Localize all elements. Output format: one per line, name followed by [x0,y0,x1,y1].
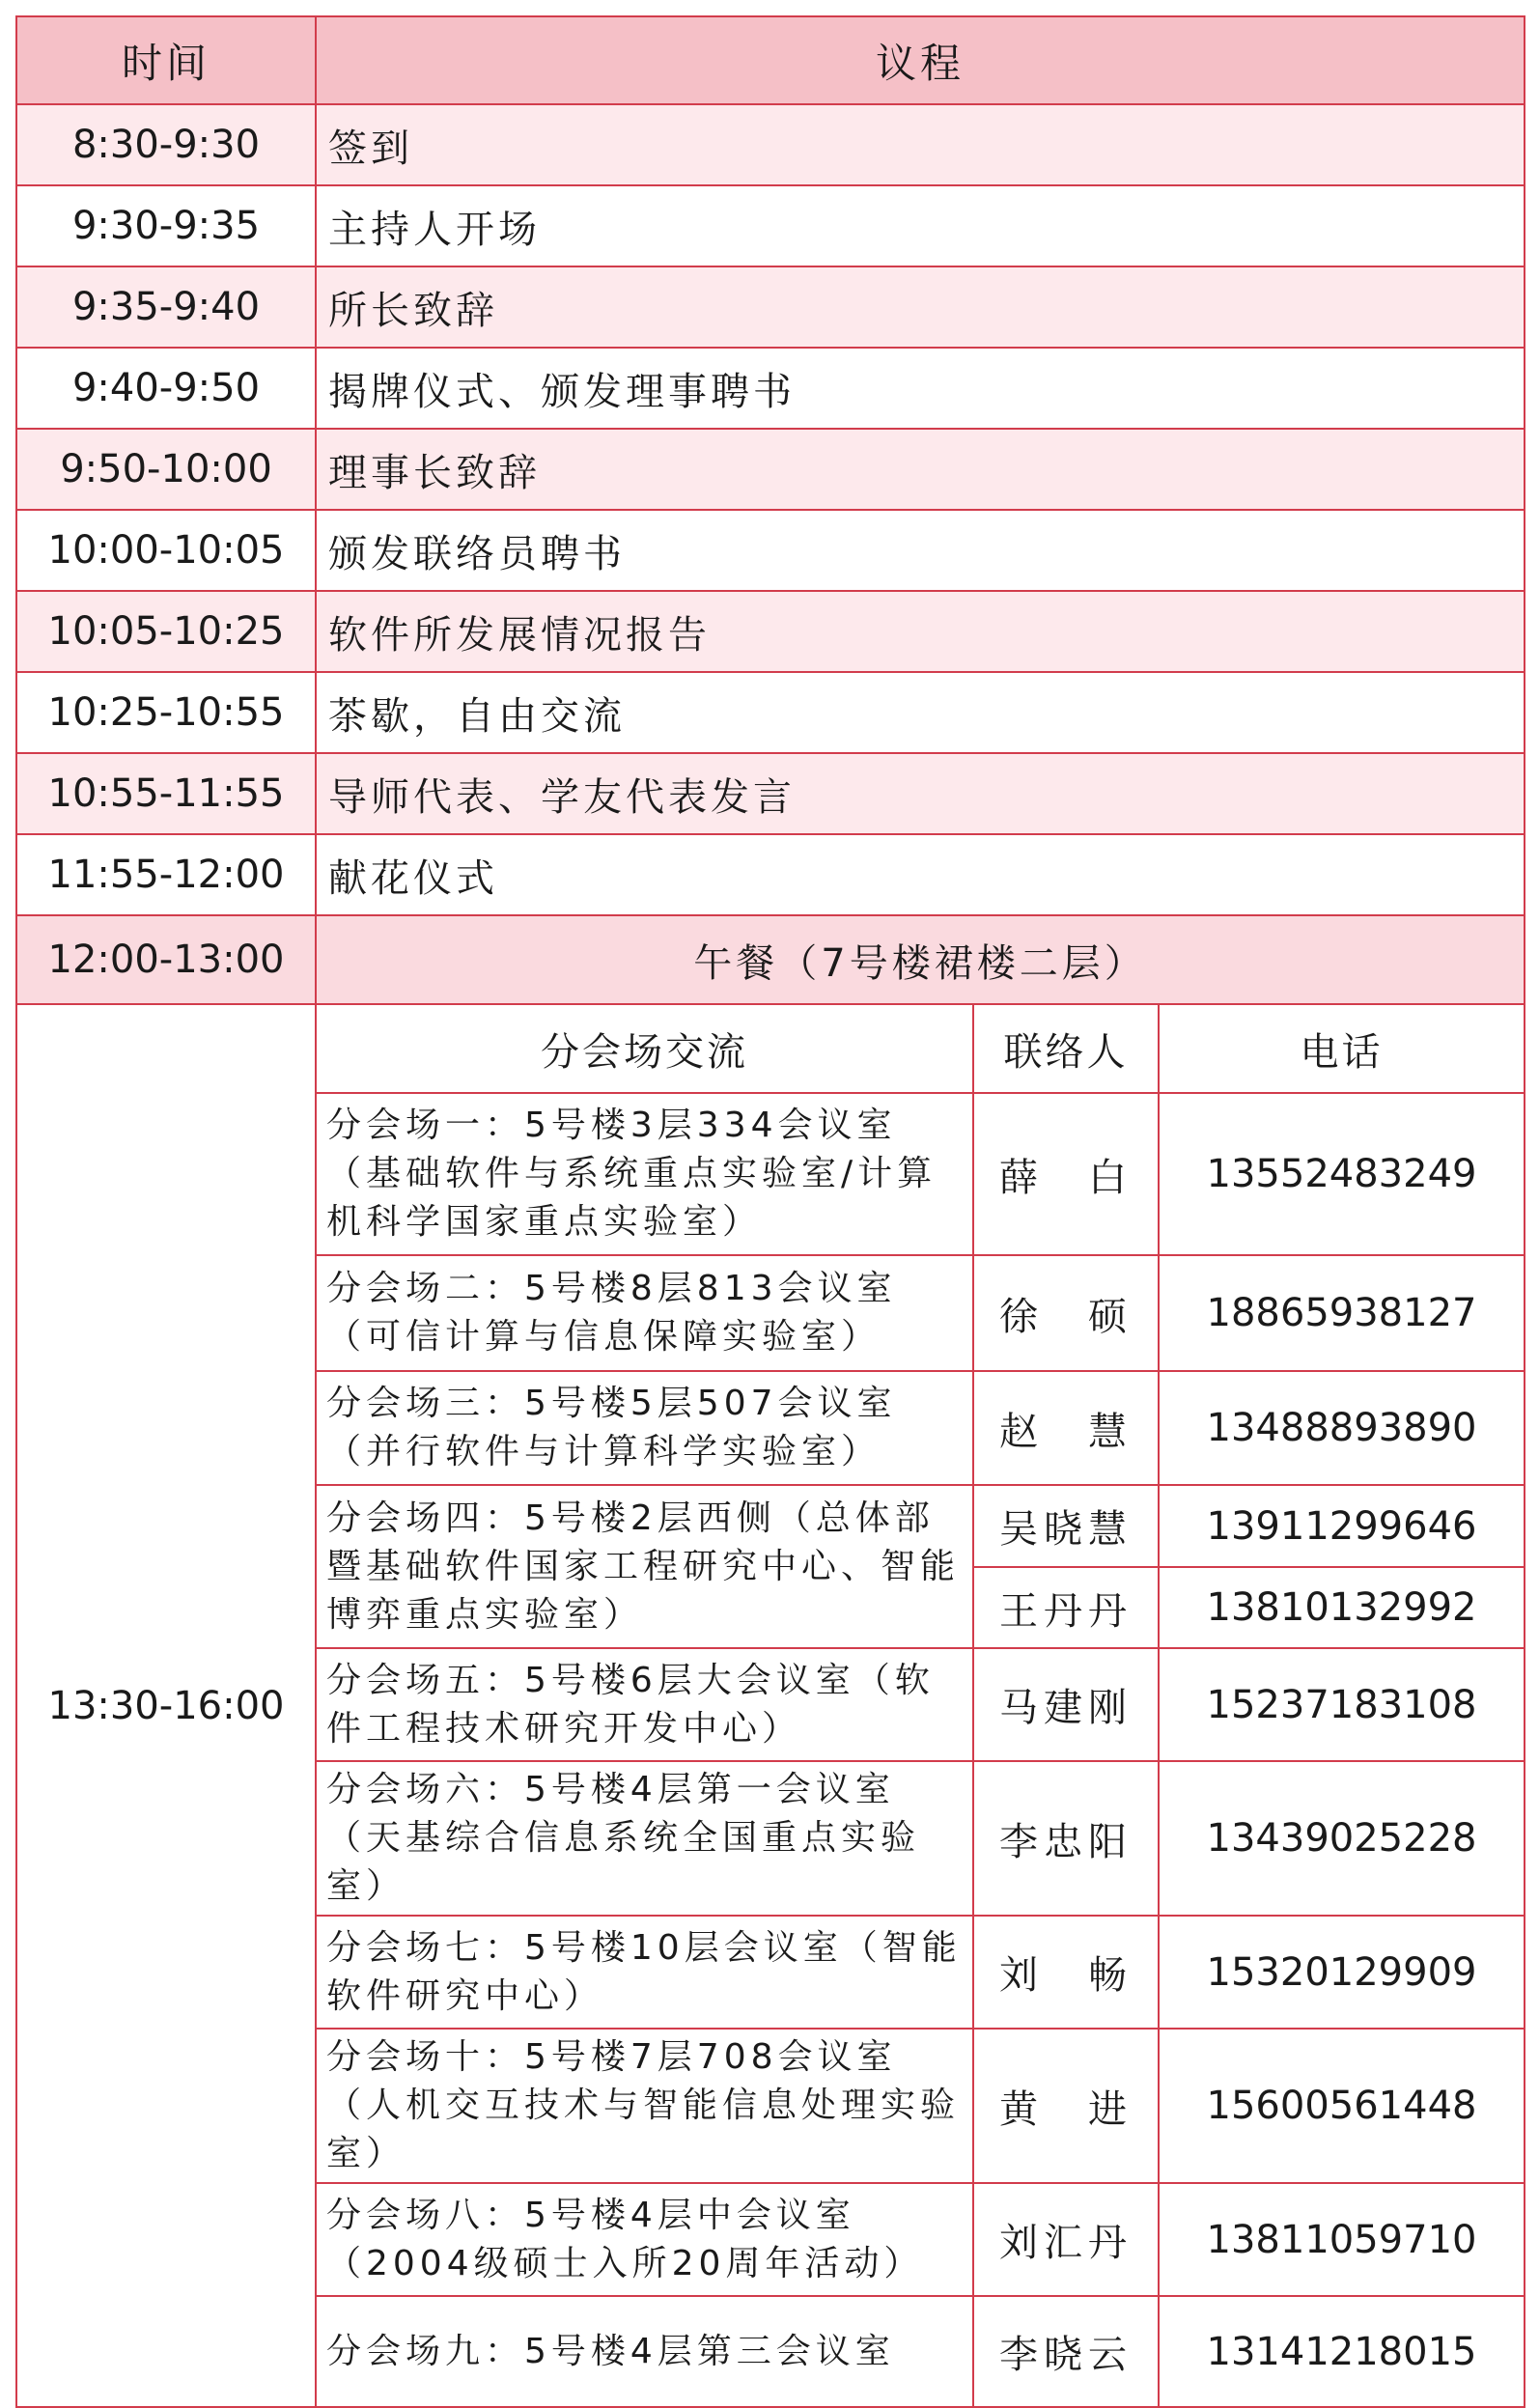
schedule-row [16,591,1525,672]
session-phone: 15237183108 [1159,1648,1525,1761]
session-venue: 分会场九：5号楼4层第三会议室 [316,2296,973,2407]
schedule-item: 主持人开场 [316,185,1525,266]
schedule-row [16,266,1525,348]
session-contact: 李忠阳 [973,1761,1159,1916]
session-venue: 分会场六：5号楼4层第一会议室（天基综合信息系统全国重点实验室） [316,1761,973,1916]
schedule-time: 9:35-9:40 [16,266,316,348]
schedule-item: 所长致辞 [316,266,1525,348]
schedule-item: 揭牌仪式、颁发理事聘书 [316,348,1525,429]
schedule-row [16,185,1525,266]
session-contact: 刘 畅 [973,1916,1159,2029]
session-phone: 13811059710 [1159,2183,1525,2296]
session-contact: 赵 慧 [973,1371,1159,1485]
contact-column-header: 联络人 [973,1004,1159,1093]
session-phone: 15320129909 [1159,1916,1525,2029]
session-phone: 13911299646 [1159,1485,1525,1567]
session-venue: 分会场七：5号楼10层会议室（智能软件研究中心） [316,1916,973,2029]
session-venue: 分会场一：5号楼3层334会议室（基础软件与系统重点实验室/计算机科学国家重点实验室） [316,1093,973,1255]
schedule-item: 理事长致辞 [316,429,1525,510]
venue-column-header: 分会场交流 [316,1004,973,1093]
schedule-time: 10:25-10:55 [16,672,316,753]
session-contact: 徐 硕 [973,1255,1159,1371]
session-contact: 李晓云 [973,2296,1159,2407]
schedule-time: 10:05-10:25 [16,591,316,672]
schedule-time: 11:55-12:00 [16,834,316,915]
session-contact: 刘汇丹 [973,2183,1159,2296]
agenda-table [15,15,1525,2408]
schedule-item: 颁发联络员聘书 [316,510,1525,591]
schedule-time: 9:50-10:00 [16,429,316,510]
phone-column-header: 电话 [1159,1004,1525,1093]
schedule-item: 茶歇，自由交流 [316,672,1525,753]
session-phone: 13439025228 [1159,1761,1525,1916]
session-contact: 王丹丹 [973,1567,1159,1648]
session-contact: 黄 进 [973,2029,1159,2183]
schedule-time: 10:00-10:05 [16,510,316,591]
schedule-item: 导师代表、学友代表发言 [316,753,1525,834]
session-phone: 13488893890 [1159,1371,1525,1485]
agenda-column-header: 议程 [316,16,1525,104]
session-phone: 18865938127 [1159,1255,1525,1371]
session-venue: 分会场二：5号楼8层813会议室（可信计算与信息保障实验室） [316,1255,973,1371]
schedule-item: 软件所发展情况报告 [316,591,1525,672]
schedule-row [16,429,1525,510]
session-venue: 分会场四：5号楼2层西侧（总体部暨基础软件国家工程研究中心、智能博弈重点实验室） [316,1485,973,1648]
session-venue: 分会场十：5号楼7层708会议室（人机交互技术与智能信息处理实验室） [316,2029,973,2183]
session-contact: 薛 白 [973,1093,1159,1255]
session-venue: 分会场八：5号楼4层中会议室（2004级硕士入所20周年活动） [316,2183,973,2296]
schedule-item: 献花仪式 [316,834,1525,915]
session-time: 13:30-16:00 [16,1004,316,2407]
table-header-row [16,16,1525,104]
schedule-row [16,348,1525,429]
lunch-time: 12:00-13:00 [16,915,316,1004]
session-phone: 13141218015 [1159,2296,1525,2407]
session-header-row [16,1004,1525,1093]
schedule-row [16,104,1525,185]
schedule-time: 8:30-9:30 [16,104,316,185]
session-venue: 分会场三：5号楼5层507会议室（并行软件与计算科学实验室） [316,1371,973,1485]
schedule-time: 9:40-9:50 [16,348,316,429]
schedule-item: 签到 [316,104,1525,185]
schedule-time: 9:30-9:35 [16,185,316,266]
session-contact: 马建刚 [973,1648,1159,1761]
lunch-item: 午餐（7号楼裙楼二层） [316,915,1525,1004]
schedule-row [16,672,1525,753]
session-venue: 分会场五：5号楼6层大会议室（软件工程技术研究开发中心） [316,1648,973,1761]
session-phone: 13552483249 [1159,1093,1525,1255]
schedule-row [16,834,1525,915]
session-phone: 15600561448 [1159,2029,1525,2183]
session-phone: 13810132992 [1159,1567,1525,1648]
time-column-header: 时间 [16,16,316,104]
schedule-row [16,753,1525,834]
session-contact: 吴晓慧 [973,1485,1159,1567]
schedule-row [16,510,1525,591]
lunch-row [16,915,1525,1004]
schedule-time: 10:55-11:55 [16,753,316,834]
